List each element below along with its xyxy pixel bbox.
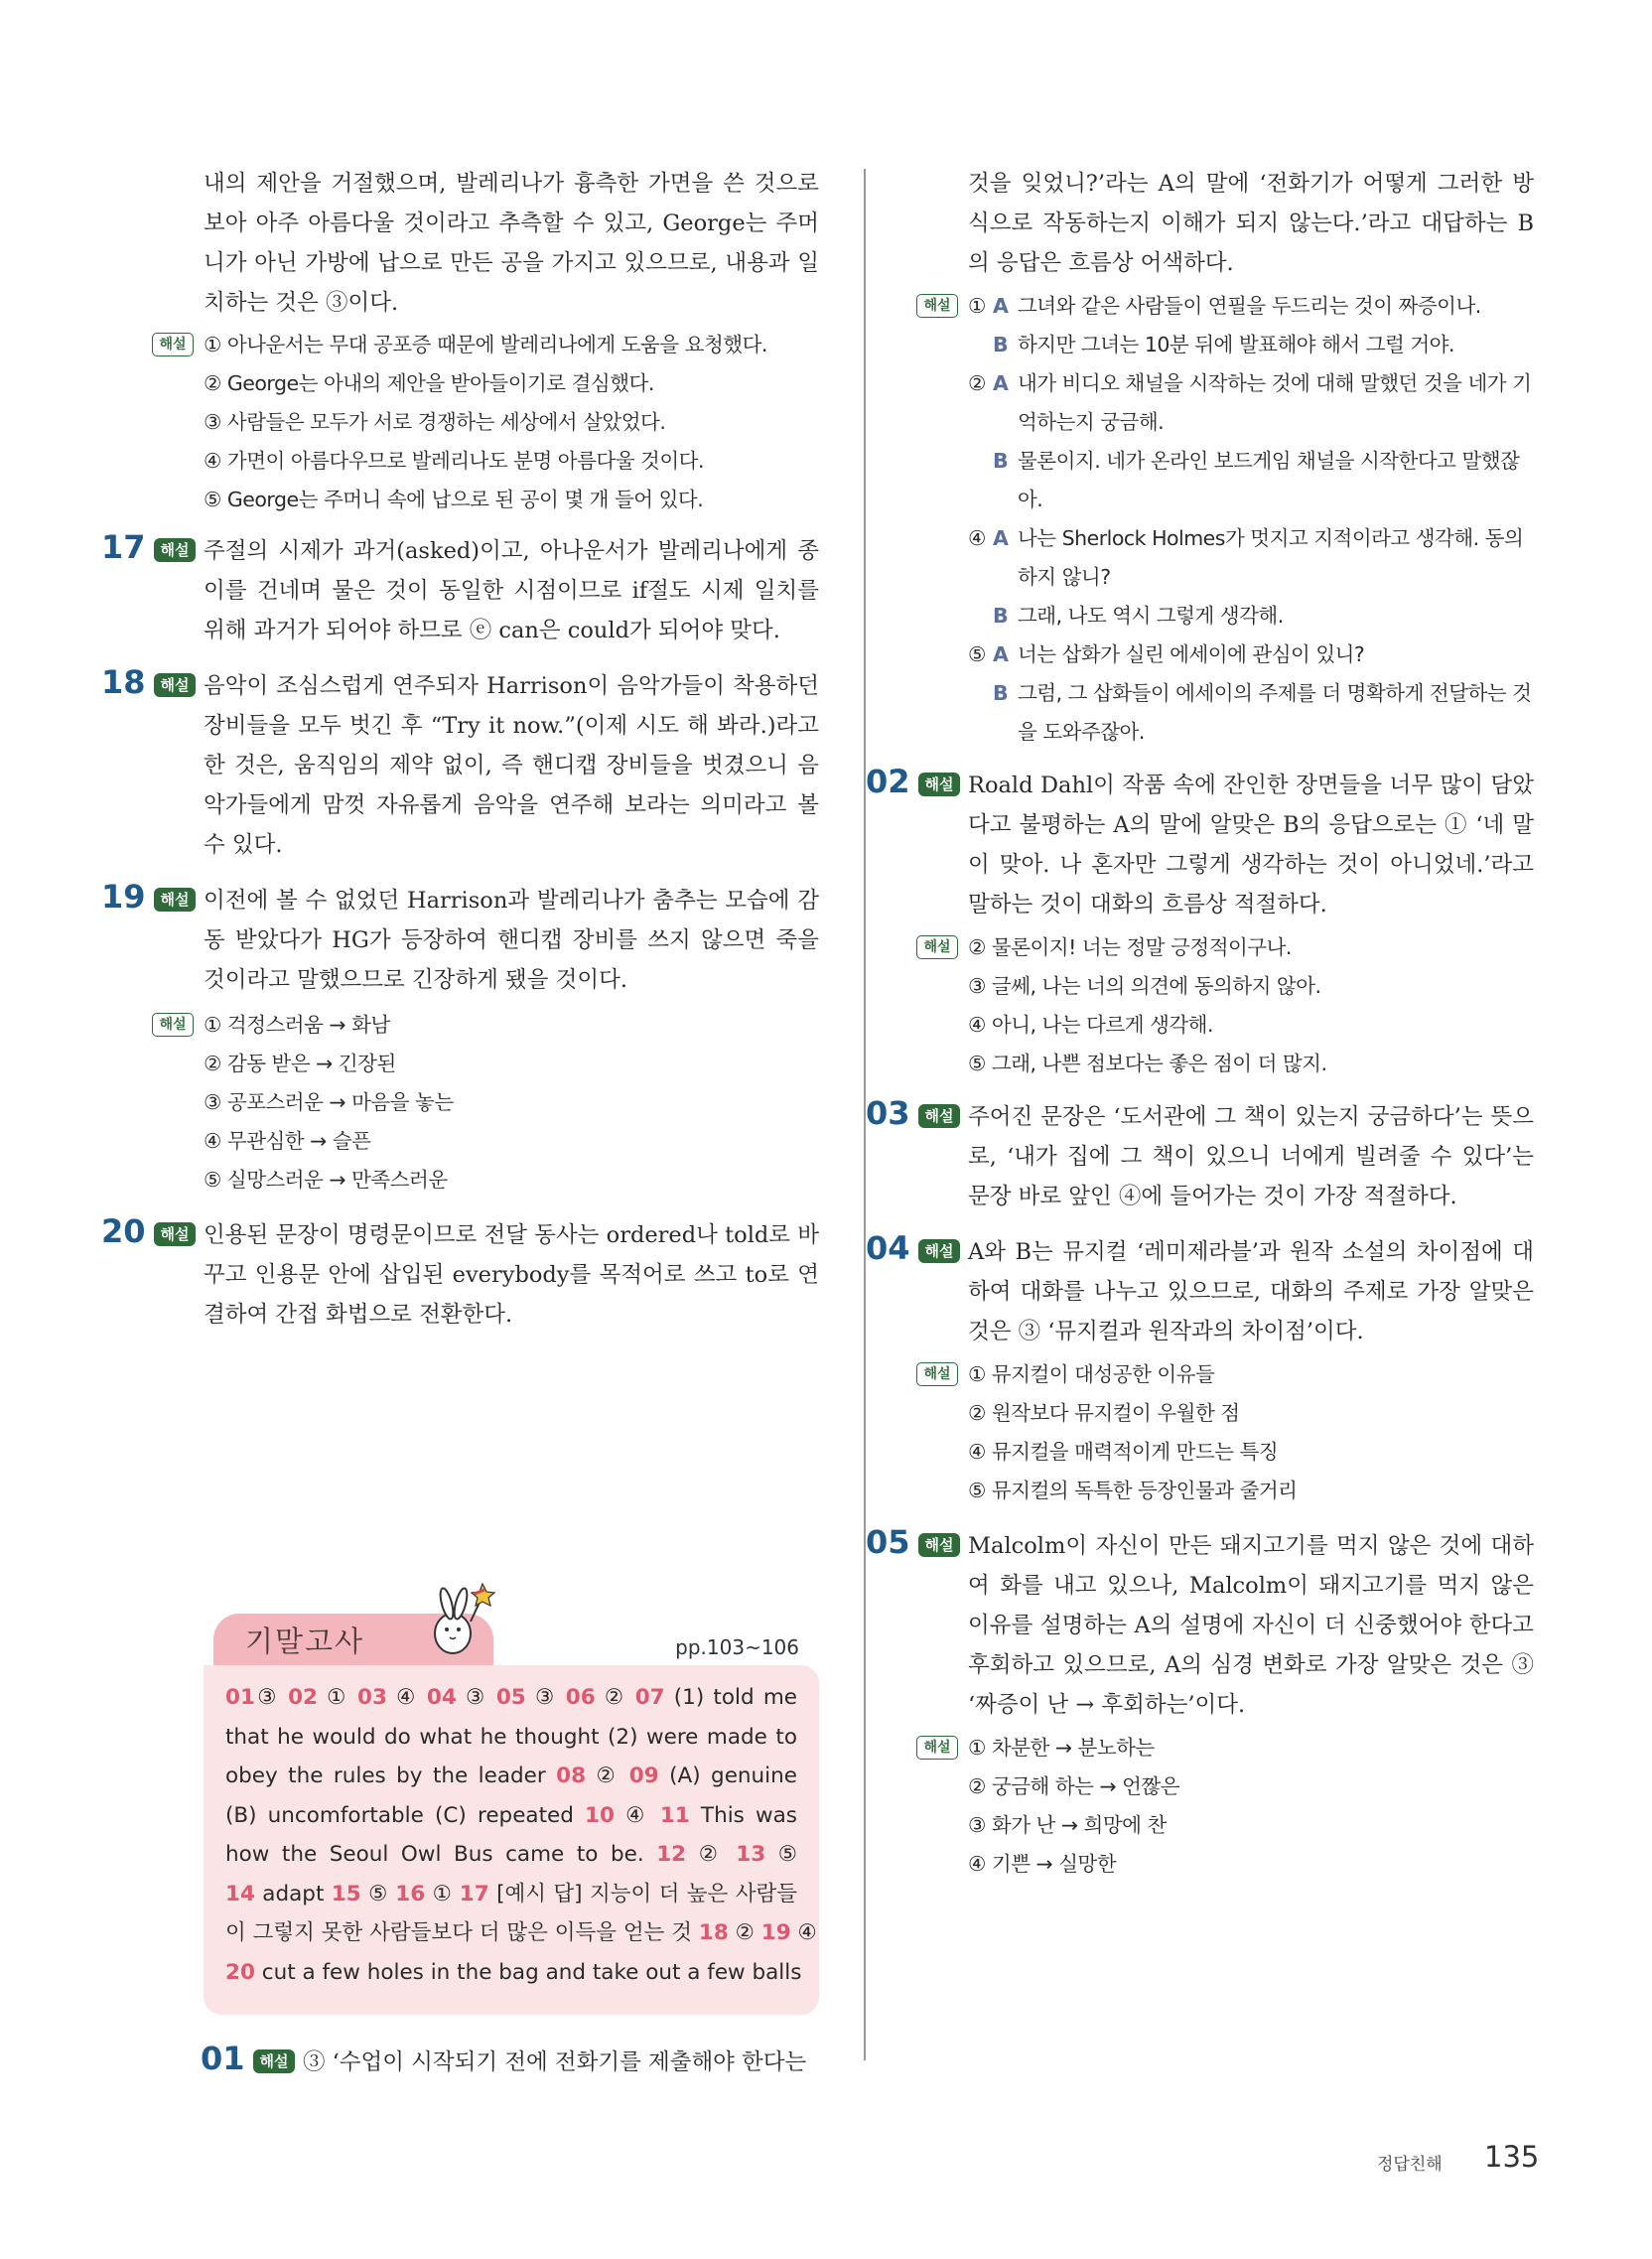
- dialog-item: [968, 635, 1534, 752]
- haeseok-badge: 해설: [916, 935, 958, 959]
- answer-number: 08: [556, 1764, 587, 1788]
- dialog-number: ⑤: [968, 642, 986, 666]
- answer-number: 20: [225, 1959, 255, 1985]
- page-number: 135: [1484, 2140, 1540, 2174]
- translation-item: ③ 사람들은 모두가 서로 경쟁하는 세상에서 살았었다.: [204, 410, 666, 434]
- answer-number: 04: [426, 1685, 457, 1710]
- speaker-a: A: [993, 294, 1009, 318]
- answer-text: ④: [614, 1802, 660, 1828]
- answer-text: ②: [728, 1920, 761, 1945]
- translation-item: ④ 기쁜 → 실망한: [968, 1852, 1117, 1876]
- question-19: [101, 878, 819, 1000]
- answer-text: ④: [790, 1920, 817, 1945]
- haeseok-badge: 해설: [916, 1362, 958, 1386]
- haeseol-badge: 해설: [918, 1533, 960, 1557]
- explanation-text: A와 B는 뮤지컬 ‘레미제라블’과 원작 소설의 차이점에 대하여 대화를 나누고 있으므로, 대화의 주제로 가장 알맞은 것은 ③ ‘뮤지컬과 원작과의 차이점’이다.: [968, 1239, 1534, 1344]
- translation-item: ④ 무관심한 → 슬픈: [204, 1129, 371, 1153]
- haeseol-badge: 해설: [154, 888, 196, 912]
- dialog-line: 너는 삽화가 실린 에세이에 관심이 있니?: [1018, 642, 1365, 666]
- translation-item: ② 감동 받은 → 긴장된: [204, 1052, 396, 1075]
- explanation-text: 음악이 조심스럽게 연주되자 Harrison이 음악가들이 착용하던 장비들을 모두 벗긴 후 “Try it now.”(이제 시도 해 봐라.)라고 한 것은, 움직임의 제약 없이, 즉 핸디캡 장비들을 벗겼으니 음악가들에게 맘껏 자유롭게 음악을 연주해 보라는 의미라고 볼 수 있다.: [204, 673, 819, 858]
- explanation-text: 인용된 문장이 명령문이므로 전달 동사는 ordered나 told로 바꾸고 인용문 안에 삽입된 everybody를 목적어로 쓰고 to로 연결하여 간접 화법으로 전환한다.: [204, 1222, 819, 1328]
- answer-text: obey the rules by the leader: [225, 1764, 557, 1788]
- translation-item: ① 차분한 → 분노하는: [968, 1736, 1155, 1760]
- explanation-text: ③ ‘수업이 시작되기 전에 전화기를 제출해야 한다는: [303, 2049, 807, 2075]
- question-20: [101, 1212, 819, 1335]
- haeseol-badge: 해설: [253, 2049, 295, 2073]
- answer-key-box: [204, 1665, 819, 2015]
- haeseok-badge: 해설: [916, 294, 958, 318]
- dialog-number: ④: [968, 526, 986, 550]
- answer-number: 14: [225, 1881, 255, 1906]
- translation-item: ③ 화가 난 → 희망에 찬: [968, 1813, 1167, 1837]
- page-range: pp.103~106: [675, 1635, 799, 1659]
- translation-item: ② 궁금해 하는 → 언짢은: [968, 1774, 1180, 1798]
- answer-text: ③: [525, 1685, 566, 1710]
- answer-line: [225, 1718, 797, 1758]
- speaker-a: A: [993, 371, 1009, 395]
- dialog-item: [968, 519, 1534, 635]
- answer-text: [예시 답] 지능이 더 높은 사람들: [488, 1881, 798, 1906]
- q04-translation-list: [923, 1355, 1534, 1510]
- question-03: [866, 1094, 1534, 1216]
- translation-item: ② 물론이지! 너는 정말 긍정적이구나.: [968, 935, 1292, 959]
- question-02: [866, 763, 1534, 924]
- answer-text: ⑤: [360, 1881, 396, 1906]
- question-number: 05: [866, 1523, 910, 1561]
- dialog-line: 그녀와 같은 사람들이 연필을 두드리는 것이 짜증이나.: [1018, 294, 1481, 318]
- translation-item: ① 아나운서는 무대 공포증 때문에 발레리나에게 도움을 요청했다.: [204, 333, 767, 356]
- answer-line: [225, 1875, 797, 1914]
- answer-text: adapt: [254, 1881, 332, 1906]
- answer-text: ②: [595, 1685, 635, 1710]
- explanation-text: Malcolm이 자신이 만든 돼지고기를 먹지 않은 것에 대하여 화를 내고 있으나, Malcolm이 돼지고기를 먹지 않은 이유를 설명하는 A의 설명에 자신이 더 신중했어야 한다고 후회하고 있으므로, A의 심경 변화로 가장 알맞은 것은 ③ ‘짜증이 난 → 후회하는’이다.: [968, 1533, 1534, 1718]
- haeseol-badge: 해설: [154, 1222, 196, 1246]
- translation-item: ② 원작보다 뮤지컬이 우월한 점: [968, 1401, 1240, 1425]
- question-17: [101, 528, 819, 650]
- speaker-a: A: [993, 526, 1009, 550]
- answer-number: 15: [331, 1881, 361, 1906]
- answer-text: (A) genuine: [658, 1764, 797, 1788]
- question-18: [101, 663, 819, 865]
- speaker-b: B: [993, 333, 1009, 356]
- question-05: [866, 1523, 1534, 1725]
- haeseol-badge: 해설: [918, 773, 960, 796]
- answer-number: 06: [565, 1685, 596, 1710]
- speaker-b: B: [993, 449, 1009, 473]
- translation-item: ② George는 아내의 제안을 받아들이기로 결심했다.: [204, 371, 654, 395]
- answer-line: [225, 1678, 797, 1718]
- q01-continued-text: 것을 잊었니?’라는 A의 말에 ‘전화기가 어떻게 그러한 방식으로 작동하는지 이해가 되지 않는다.’라고 대답하는 B의 응답은 흐름상 어색하다.: [968, 171, 1535, 276]
- answer-text: how the Seoul Owl Bus came to be.: [225, 1842, 657, 1867]
- answer-number: 19: [760, 1920, 791, 1945]
- haeseol-badge: 해설: [154, 673, 196, 697]
- left-column: [101, 164, 819, 1335]
- answer-text: ①: [318, 1685, 357, 1710]
- q01-dialog-translations: [923, 287, 1534, 752]
- translation-item: ④ 뮤지컬을 매력적이게 만드는 특징: [968, 1440, 1279, 1464]
- answer-number: 11: [659, 1802, 690, 1828]
- answer-text: cut a few holes in the bag and take out a few balls: [254, 1959, 802, 1985]
- answer-number: 18: [698, 1920, 729, 1945]
- question-number: 20: [101, 1212, 146, 1250]
- footer-label: 정답친해: [1377, 2155, 1443, 2175]
- haeseok-badge: 해설: [152, 1013, 194, 1037]
- question-number: 17: [101, 528, 146, 566]
- question-01-start: [201, 2040, 819, 2082]
- answer-number: 03: [357, 1685, 387, 1710]
- q05-translation-list: [923, 1729, 1534, 1884]
- answer-number: 10: [585, 1802, 615, 1828]
- answer-text: ③: [456, 1685, 496, 1710]
- answer-text: ②: [586, 1764, 629, 1788]
- answer-text: 이 그렇지 못한 사람들보다 더 많은 이득을 얻는 것: [225, 1920, 699, 1945]
- answer-number: 07: [634, 1685, 665, 1710]
- speaker-b: B: [993, 604, 1009, 628]
- translation-item: ① 뮤지컬이 대성공한 이유들: [968, 1362, 1215, 1386]
- answer-text: ⑤: [765, 1842, 797, 1867]
- answer-number: 16: [395, 1881, 426, 1906]
- dialog-line: 하지만 그녀는 10분 뒤에 발표해야 해서 그럴 거야.: [1018, 333, 1454, 356]
- answer-text: ③: [254, 1685, 289, 1710]
- translation-item: ⑤ 그래, 나쁜 점보다는 좋은 점이 더 많지.: [968, 1052, 1327, 1075]
- translation-item: ③ 공포스러운 → 마음을 놓는: [204, 1090, 454, 1114]
- dialog-item: [968, 364, 1534, 519]
- answer-number: 05: [495, 1685, 526, 1710]
- answer-number: 09: [628, 1764, 659, 1788]
- final-exam-title: 기말고사: [245, 1624, 365, 1658]
- translation-item: ③ 글쎄, 나는 너의 의견에 동의하지 않아.: [968, 974, 1321, 998]
- dialog-item: [968, 287, 1534, 364]
- question-number: 01: [201, 2040, 245, 2077]
- question-01: [201, 2040, 819, 2082]
- final-exam-header: [213, 1614, 809, 1665]
- haeseol-badge: 해설: [918, 1239, 960, 1263]
- speaker-a: A: [993, 642, 1009, 666]
- question-number: 19: [101, 878, 146, 916]
- dialog-line: 그럼, 그 삽화들이 에세이의 주제를 더 명확하게 전달하는 것을 도와주잖아.: [1018, 681, 1532, 744]
- answer-number: 01: [225, 1685, 255, 1710]
- dialog-number: ①: [968, 294, 986, 318]
- haeseol-badge: 해설: [918, 1104, 960, 1128]
- haeseok-badge: 해설: [916, 1736, 958, 1760]
- dialog-line: 나는 Sherlock Holmes가 멋지고 지적이라고 생각해. 동의하지 않니?: [1018, 526, 1524, 589]
- explanation-text: 주절의 시제가 과거(asked)이고, 아나운서가 발레리나에게 종이를 건네며 물은 것이 동일한 시점이므로 if절도 시제 일치를 위해 과거가 되어야 하므로 ⓔ can은 could가 되어야 맞다.: [204, 538, 819, 643]
- answer-text: ④: [386, 1685, 427, 1710]
- right-column: [866, 164, 1535, 1884]
- question-number: 04: [866, 1229, 910, 1267]
- answer-line: [225, 1757, 797, 1796]
- answer-line: [225, 1796, 797, 1836]
- question-number: 03: [866, 1094, 910, 1132]
- rabbit-mascot-icon: [417, 1574, 496, 1663]
- answer-text: (B) uncomfortable (C) repeated: [225, 1802, 586, 1828]
- question-04: [866, 1229, 1534, 1351]
- dialog-number: ②: [968, 371, 986, 395]
- answer-text: ①: [425, 1881, 460, 1906]
- translation-item: ⑤ 뮤지컬의 독특한 등장인물과 줄거리: [968, 1479, 1298, 1502]
- question-number: 02: [866, 763, 910, 800]
- dialog-line: 그래, 나도 역시 그렇게 생각해.: [1018, 604, 1284, 628]
- answer-number: 02: [288, 1685, 318, 1710]
- haeseol-badge: 해설: [154, 538, 196, 562]
- translation-item: ⑤ 실망스러운 → 만족스러운: [204, 1168, 448, 1192]
- q02-translation-list: [923, 928, 1534, 1083]
- question-number: 18: [101, 663, 146, 701]
- answer-number: 12: [656, 1842, 687, 1867]
- answer-text: (1) told me: [664, 1685, 797, 1710]
- explanation-text: Roald Dahl이 작품 속에 잔인한 장면들을 너무 많이 담았다고 불평하는 A의 말에 알맞은 B의 응답으로는 ① ‘네 말이 맞아. 나 혼자만 그렇게 생각하는 것이 아니었네.’라고 말하는 것이 대화의 흐름상 적절하다.: [968, 773, 1534, 918]
- answer-line: [225, 1953, 802, 1993]
- answer-number: 13: [736, 1842, 766, 1867]
- answer-text: This was: [689, 1802, 797, 1828]
- answer-text: ②: [686, 1842, 737, 1867]
- answer-number: 17: [459, 1881, 489, 1906]
- dialog-line: 물론이지. 네가 온라인 보드게임 채널을 시작한다고 말했잖아.: [1018, 449, 1520, 511]
- q19-translation-list: [159, 1006, 819, 1200]
- explanation-text: 이전에 볼 수 없었던 Harrison과 발레리나가 춤추는 모습에 감동 받았다가 HG가 등장하여 핸디캡 장비를 쓰지 않으면 죽을 것이라고 말했으므로 긴장하게 됐을 것이다.: [204, 888, 819, 993]
- q16-continued-text: 내의 제안을 거절했으며, 발레리나가 흉측한 가면을 쓴 것으로 보아 아주 아름다울 것이라고 추측할 수 있고, George는 주머니가 아닌 가방에 납으로 만든 공을 가지고 있으므로, 내용과 일치하는 것은 ③이다.: [204, 171, 819, 316]
- answer-text: that he would do what he thought (2) were made to: [225, 1724, 797, 1750]
- q16-translation-list: [159, 326, 819, 519]
- haeseok-badge: 해설: [152, 333, 194, 356]
- answer-line: [225, 1835, 797, 1875]
- dialog-line: 내가 비디오 채널을 시작하는 것에 대해 말했던 것을 네가 기억하는지 궁금해.: [1018, 371, 1532, 434]
- speaker-b: B: [993, 681, 1009, 705]
- translation-item: ④ 아니, 나는 다르게 생각해.: [968, 1013, 1214, 1037]
- translation-item: ① 걱정스러움 → 화남: [204, 1013, 390, 1037]
- answer-line: [225, 1913, 817, 1953]
- explanation-text: 주어진 문장은 ‘도서관에 그 책이 있는지 궁금하다’는 뜻으로, ‘내가 집에 그 책이 있으니 너에게 빌려줄 수 있다’는 문장 바로 앞인 ④에 들어가는 것이 가장 적절하다.: [968, 1104, 1534, 1209]
- translation-item: ④ 가면이 아름다우므로 발레리나도 분명 아름다울 것이다.: [204, 449, 704, 473]
- translation-item: ⑤ George는 주머니 속에 납으로 된 공이 몇 개 들어 있다.: [204, 488, 704, 511]
